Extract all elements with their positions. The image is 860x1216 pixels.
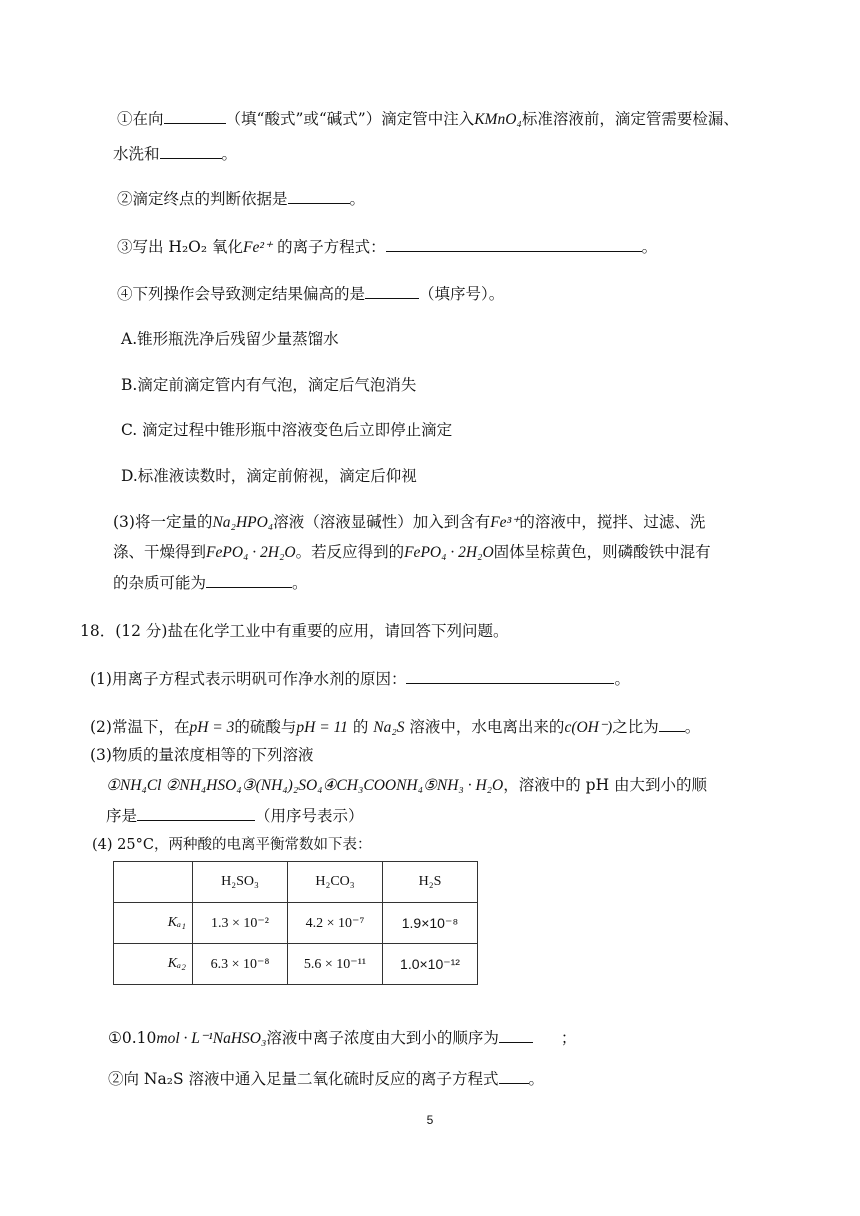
answer-blank [288,187,350,204]
text: 。 [349,190,366,208]
formula: c(OH⁻) [564,719,613,736]
text: 序是 [106,807,138,825]
answer-blank [137,804,255,821]
option-d: D.标准液读数时，滴定前俯视，滴定后仰视 [121,467,417,485]
page-number: 5 [426,1113,434,1127]
text: ，溶液中的 pH 由大到小的顺 [503,776,708,794]
text: 水洗和 [113,145,160,163]
q17-part3-line-3 [113,571,308,594]
text: ； [560,1029,577,1047]
text: 标准溶液前，滴定管需要检漏、 [521,110,739,128]
text: 的硫酸与 [234,718,297,736]
answer-blank [499,1067,529,1084]
formula: mol · L⁻¹NaHSO₃ [156,1030,267,1047]
table-cell: 5.6 × 10⁻¹¹ [288,944,383,985]
table-cell: 6.3 × 10⁻⁸ [193,944,288,985]
table-cell: H₂SO₃ [193,862,288,903]
table-header-row [114,862,478,903]
answer-blank [160,142,222,159]
text: ④下列操作会导致测定结果偏高的是 [117,285,366,303]
text: 。 [528,1070,545,1088]
formula-list: ①NH₄Cl ②NH₄HSO₄③(NH₄)₂SO₄④CH₃COONH₄⑤NH₃ · H₂O [106,777,504,794]
text: 固体呈棕黄色，则磷酸铁中混有 [493,543,711,561]
text: 溶液（溶液显碱性）加入到含有 [273,513,491,531]
q18-part4-sub1 [108,1026,576,1050]
text: （填“酸式”或“碱式”）滴定管中注入 [225,110,475,128]
text: ③写出 H₂O₂ 氧化 [117,238,244,256]
q18-part3-list [106,774,707,797]
q17-line-2 [113,142,237,165]
formula: Fe²⁺ [243,239,273,256]
table-cell: H₂S [383,862,478,903]
answer-blank [659,715,685,732]
table-cell: 1.0×10⁻¹² [383,944,478,985]
text: 的溶液中，搅拌、过滤、洗 [519,513,706,531]
text: 的离子方程式： [272,238,386,256]
q18-part4-sub2 [108,1067,544,1090]
option-b: B.滴定前滴定管内有气泡，滴定后气泡消失 [121,376,417,394]
formula: FePO₄ · 2H₂O [206,544,296,561]
table-cell: Kₐ₂ [114,944,193,985]
formula: pH = 11 [296,719,348,736]
text: （用序号表示） [255,807,364,825]
answer-blank [365,282,419,299]
table-cell [114,862,193,903]
q18-part3-heading: (3)物质的量浓度相等的下列溶液 [90,746,314,764]
q17-line-3 [117,187,365,210]
formula: KMnO₄ [474,111,522,128]
q18-part3-line-2 [106,804,364,827]
answer-blank [406,667,614,684]
q18-part1 [90,667,630,690]
formula: Na₂HPO₄ [212,514,274,531]
option-a: A.锥形瓶洗净后残留少量蒸馏水 [121,330,339,348]
text: 涤、干燥得到 [113,543,207,561]
q17-line-1 [117,107,739,131]
text: (1)用离子方程式表示明矾可作净水剂的原因： [90,670,407,688]
q18-part2 [90,715,700,739]
q17-line-4 [117,235,657,259]
text: ②向 Na₂S 溶液中通入足量二氧化硫时反应的离子方程式 [108,1070,499,1088]
q18-part4-heading: (4) 25°C，两种酸的电离平衡常数如下表： [92,837,372,853]
q17-line-5 [117,282,504,305]
text: 。 [614,670,630,688]
table-cell: H₂CO₃ [288,862,383,903]
answer-blank [206,571,292,588]
table-cell: 1.9×10⁻⁸ [383,903,478,944]
text: ①0.10 [108,1029,157,1047]
text: 的 [347,718,374,736]
table-row [114,903,478,944]
text: 。 [221,145,238,163]
formula: FePO₄ · 2H₂O [404,544,494,561]
table-row [114,944,478,985]
table-cell: 4.2 × 10⁻⁷ [288,903,383,944]
formula: Na₂S [373,719,405,736]
text: ②滴定终点的判断依据是 [117,190,288,208]
text: （填序号）。 [419,285,505,303]
text: 之比为 [612,718,659,736]
text: (2)常温下，在 [90,718,190,736]
text: 。 [684,718,701,736]
answer-blank [499,1026,533,1043]
formula: Fe³⁺ [490,514,520,531]
text: 。 [641,238,658,256]
option-c: C. 滴定过程中锥形瓶中溶液变色后立即停止滴定 [121,421,453,439]
text: (3)将一定量的 [113,513,213,531]
text: ①在向 [117,110,164,128]
text: 溶液中，水电离出来的 [404,718,565,736]
ionization-constant-table [113,861,478,985]
formula: pH = 3 [189,719,235,736]
q17-part3-line-2 [113,541,711,564]
table-cell: 1.3 × 10⁻² [193,903,288,944]
text: 的杂质可能为 [113,574,207,592]
answer-blank [386,235,642,252]
table-cell: Kₐ₁ [114,903,193,944]
text: 。 [292,574,308,592]
text: 溶液中离子浓度由大到小的顺序为 [266,1029,499,1047]
q17-part3-line-1 [113,511,705,534]
answer-blank [164,107,226,124]
q18-heading: 18．(12 分)盐在化学工业中有重要的应用，请回答下列问题。 [80,622,509,640]
text: 。若反应得到的 [295,543,405,561]
